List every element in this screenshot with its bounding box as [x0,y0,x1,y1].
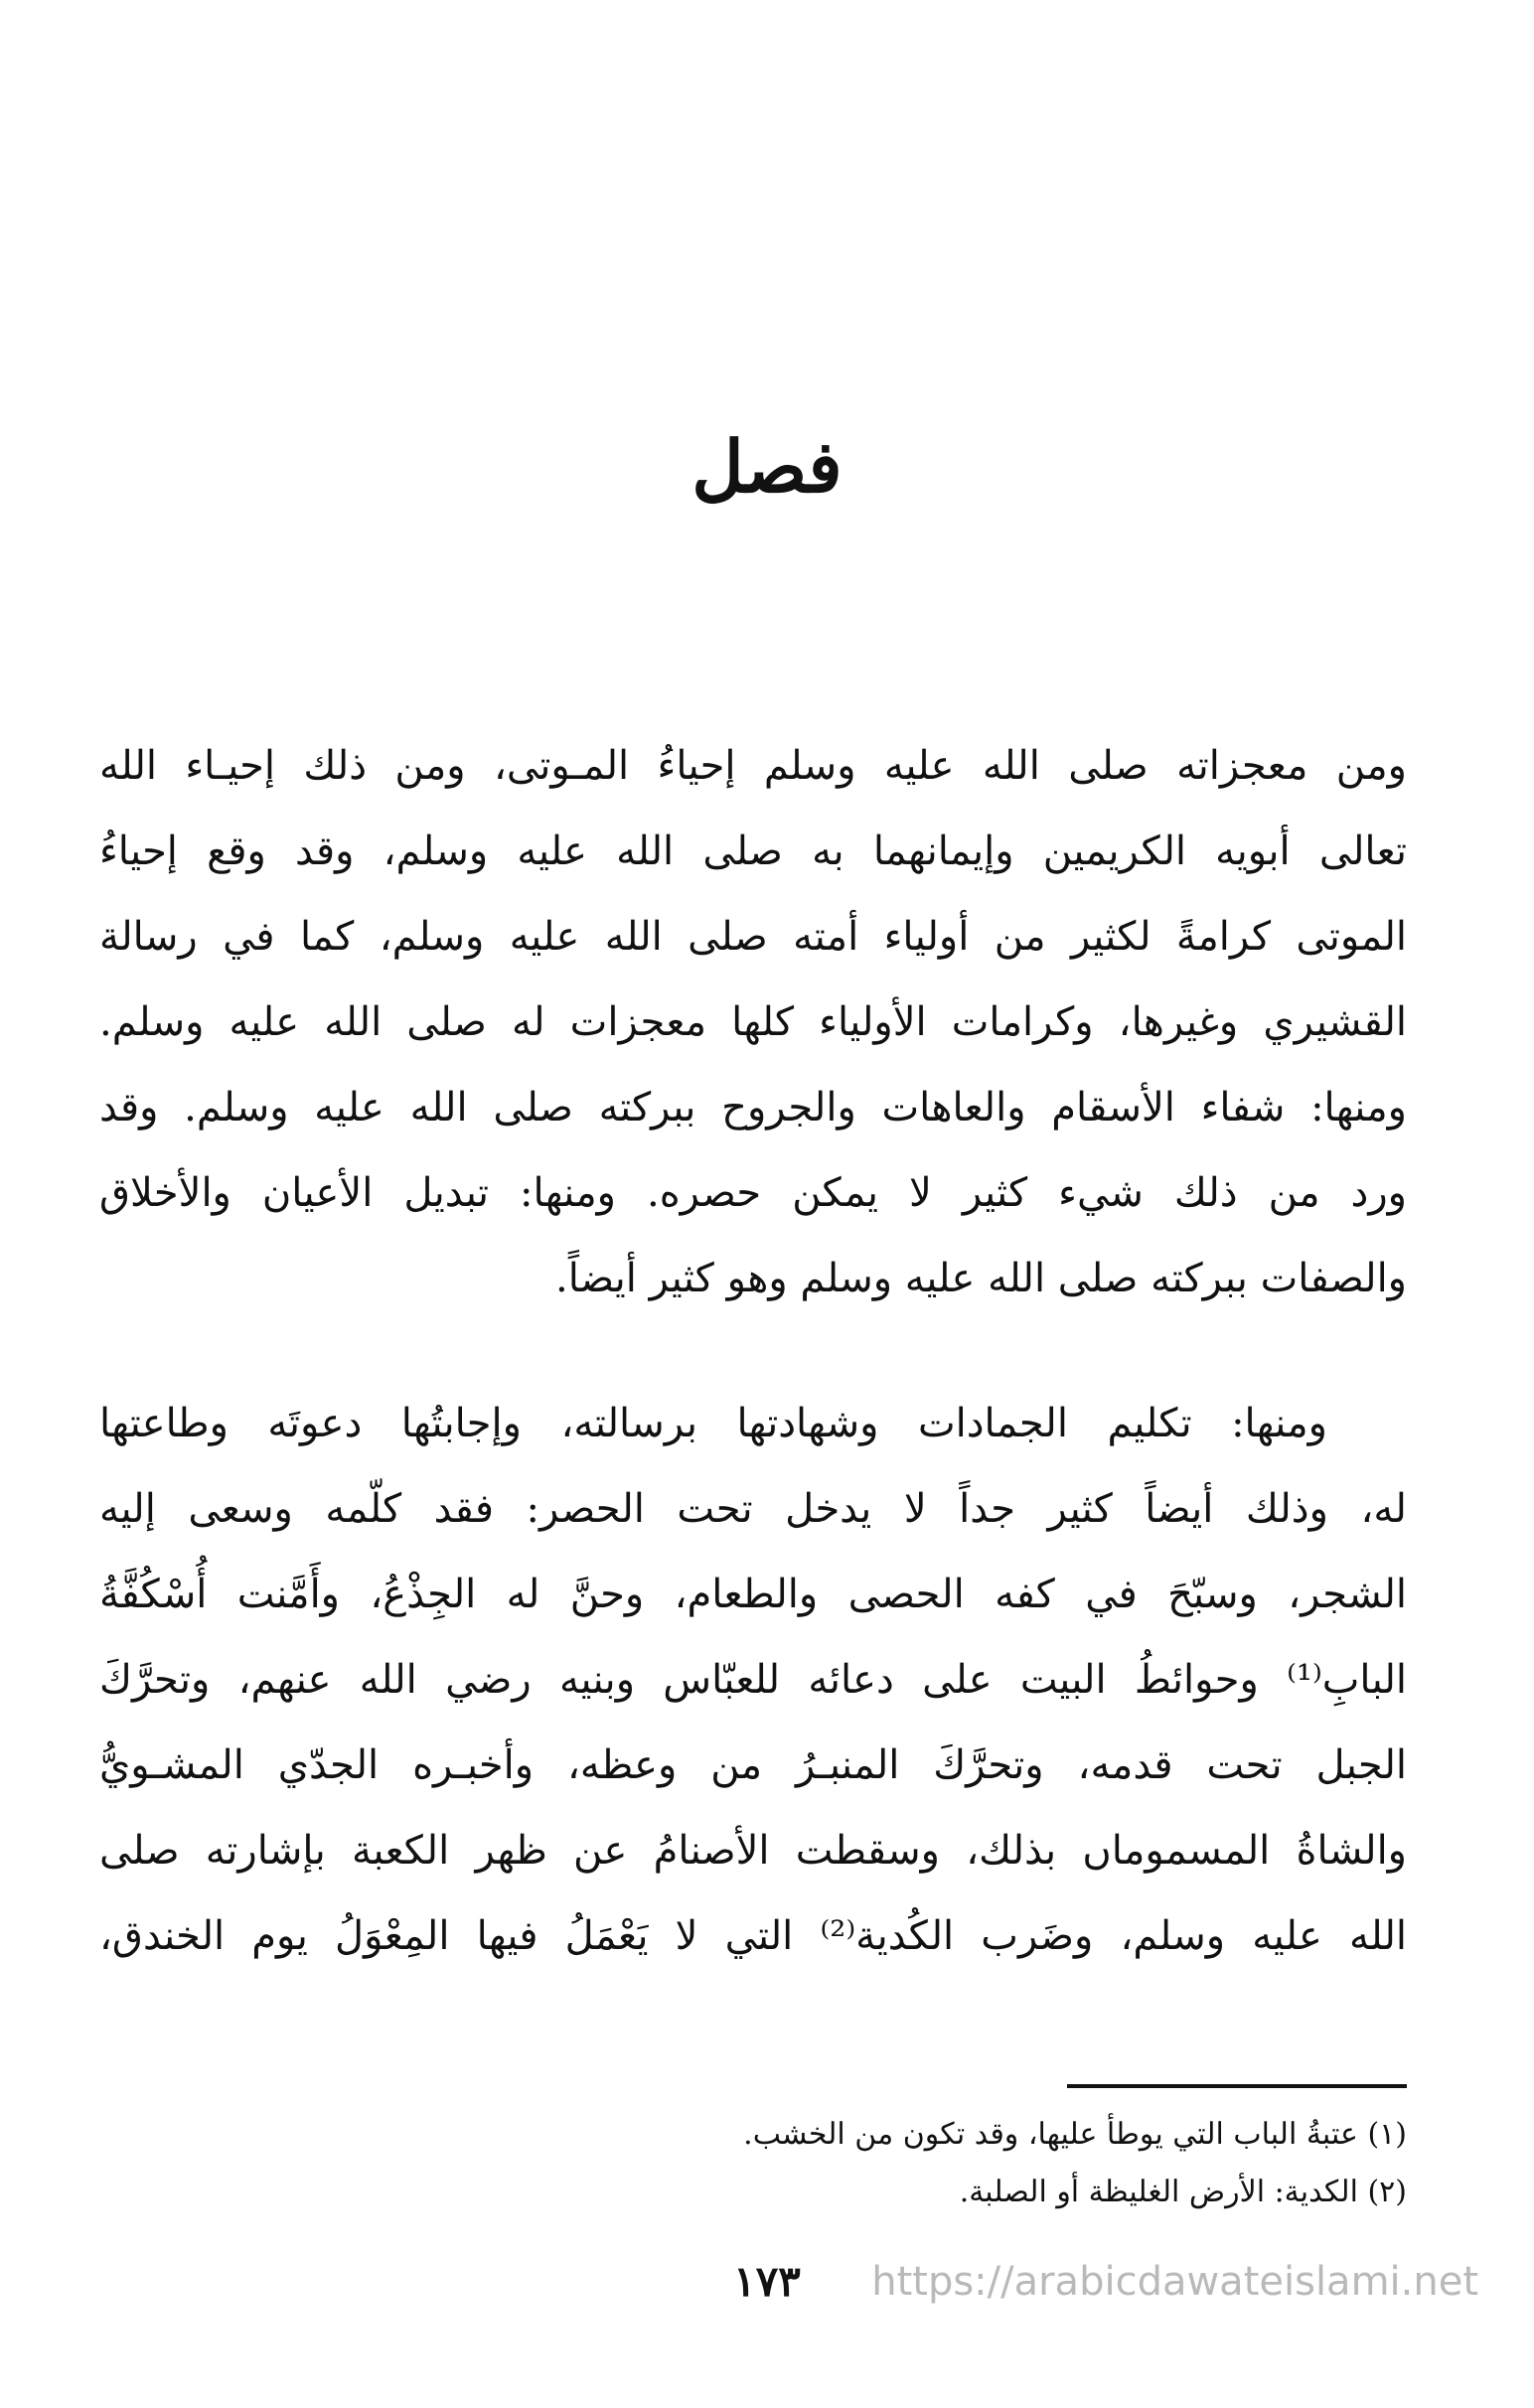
text-line: ومنها: تكليم الجمادات وشهادتها برسالته، وإجابتُها دعوتَه وطاعتها [99,1401,1327,1446]
text-line: الموتى كرامةً لكثير من أولياء أمته صلى الله عليه وسلم، كما في رسالة [99,914,1407,960]
text-line: البابِ⁽¹⁾ وحوائطُ البيت على دعائه للعبّاس وبنيه رضي الله عنهم، وتحرَّكَ [99,1657,1407,1703]
paragraph-1 [99,723,1407,1321]
footnote-2: (٢) الكدية: الأرض الغليظة أو الصلبة. [959,2175,1407,2209]
footnotes [314,2106,1407,2221]
text-line: له، وذلك أيضاً كثير جداً لا يدخل تحت الحصر: فقد كلّمه وسعى إليه [99,1486,1407,1532]
footnote-1: (١) عتبةُ الباب التي يوطأ عليها، وقد تكون من الخشب. [743,2117,1407,2152]
text-line: ومن معجزاته صلى الله عليه وسلم إحياءُ المـوتى، ومن ذلك إحيـاء الله [99,743,1407,789]
text-line: الجبل تحت قدمه، وتحرَّكَ المنبـرُ من وعظه، وأخبـره الجدّي المشـويُّ [99,1742,1407,1788]
text-line: الشجر، وسبّحَ في كفه الحصى والطعام، وحنَّ له الجِذْعُ، وأَمَّنت أُسْكُفَّةُ [99,1572,1407,1617]
page-number: ١٧٣ [733,2257,801,2306]
footnote-divider [1067,2084,1407,2088]
text-line: والصفات ببركته صلى الله عليه وسلم وهو كثير أيضاً. [555,1256,1407,1301]
text-line: الله عليه وسلم، وضَرب الكُدية⁽²⁾ التي لا يَعْمَلُ فيها المِعْوَلُ يوم الخندق، [99,1913,1408,1959]
text-line: والشاةُ المسموماں بذلك، وسقطت الأصنامُ عن ظهر الكعبة بإشارته صلى [99,1828,1407,1874]
text-line: ورد من ذلك شيء كثير لا يمكن حصره. ومنها: تبديل الأعيان والأخلاق [99,1170,1407,1216]
chapter-title: فصل [691,424,843,509]
text-line: القشيري وغيرها، وكرامات الأولياء كلها معجزات له صلى الله عليه وسلم. [99,999,1407,1045]
watermark-url: https://arabicdawateislami.net [871,2259,1478,2305]
paragraph-2 [99,1381,1407,1979]
text-line: ومنها: شفاء الأسقام والعاهات والجروح ببركته صلى الله عليه وسلم. وقد [99,1085,1407,1130]
text-line: تعالى أبويه الكريمين وإيمانهما به صلى الله عليه وسلم، وقد وقع إحياءُ [99,828,1407,874]
